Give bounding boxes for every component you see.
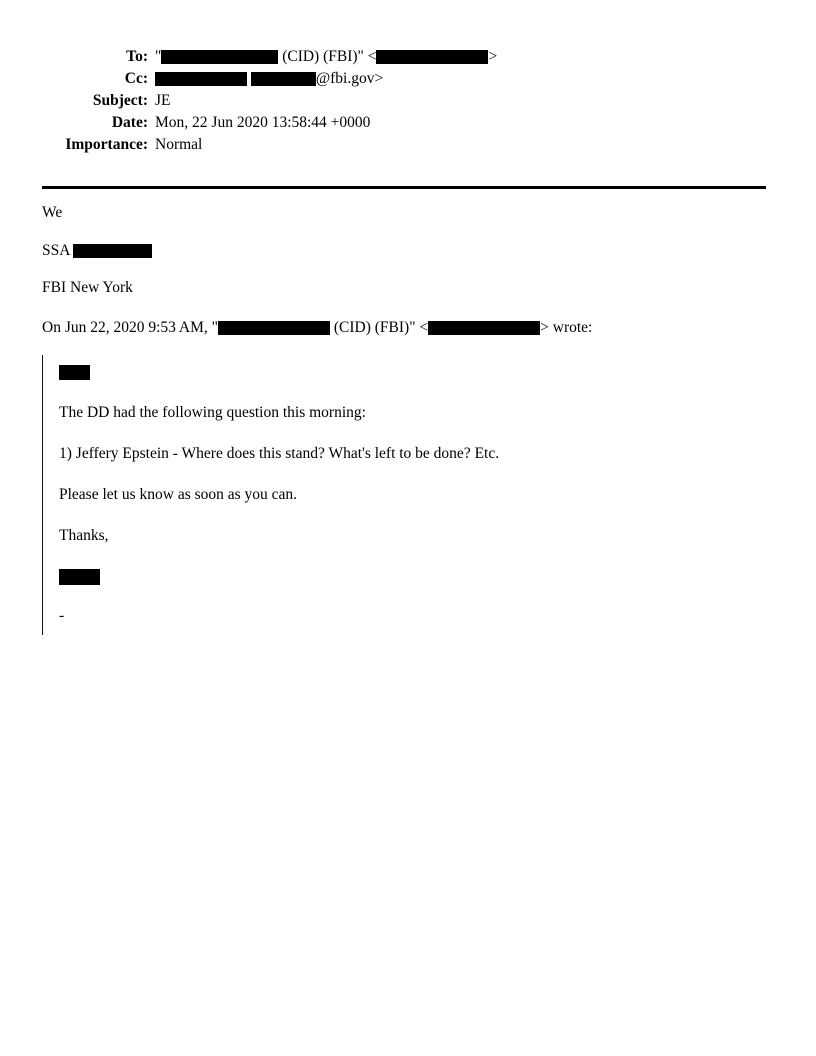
- signature-title: SSA: [42, 242, 70, 259]
- quoted-line-3: Please let us know as soon as you can.: [59, 486, 298, 503]
- redaction-quoted-signature: [59, 569, 100, 585]
- redaction-quoted-greeting: [59, 365, 90, 380]
- redaction-quote-email: [428, 321, 540, 335]
- quoted-line-2: 1) Jeffery Epstein - Where does this stand? What's left to be done? Etc.: [59, 445, 500, 462]
- header-row-subject: [42, 90, 772, 112]
- header-label-date: Date:: [111, 114, 148, 131]
- quoted-message: [42, 355, 772, 635]
- quoted-signature-redaction: [59, 566, 772, 588]
- quoted-redaction-line: [59, 361, 772, 383]
- redaction-cc-name: [155, 72, 247, 86]
- redaction-to-name: [161, 50, 278, 64]
- to-mid-text: (CID) (FBI)" <: [278, 48, 377, 65]
- email-header: [42, 46, 772, 156]
- header-row-to: [42, 46, 772, 68]
- email-body: [42, 202, 772, 635]
- header-value-importance: Normal: [155, 136, 203, 153]
- signature-block: [42, 240, 772, 298]
- to-quote-open: ": [155, 48, 162, 65]
- header-label-subject: Subject:: [92, 92, 148, 109]
- to-close-bracket: >: [488, 48, 498, 65]
- quoted-line-1: The DD had the following question this morning:: [59, 404, 366, 421]
- header-row-date: [42, 112, 772, 134]
- header-label-importance: Importance:: [65, 136, 148, 153]
- quote-tail-text: > wrote:: [540, 319, 593, 336]
- signature-office: FBI New York: [42, 279, 133, 296]
- redaction-to-email: [376, 50, 488, 64]
- header-label-to: To:: [126, 48, 148, 65]
- header-divider: [42, 186, 766, 189]
- cc-domain-text: @fbi.gov>: [315, 70, 384, 87]
- redaction-quote-name: [218, 321, 330, 335]
- signature-title-line: [42, 240, 772, 261]
- quoted-dash: -: [59, 607, 65, 624]
- header-row-cc: [42, 68, 772, 90]
- redaction-cc-email: [251, 72, 316, 86]
- header-value-cc: [155, 68, 772, 90]
- header-value-date: Mon, 22 Jun 2020 13:58:44 +0000: [155, 114, 371, 131]
- quoted-line-4: Thanks,: [59, 527, 109, 544]
- body-greeting: We: [42, 204, 63, 221]
- header-value-subject: JE: [155, 92, 171, 109]
- header-label-cc: Cc:: [124, 70, 148, 87]
- redaction-signature-name: [73, 244, 152, 258]
- quote-attribution: [42, 317, 772, 339]
- quote-mid-text: (CID) (FBI)" <: [329, 319, 429, 336]
- header-row-importance: [42, 134, 772, 156]
- quote-lead-text: On Jun 22, 2020 9:53 AM, ": [42, 319, 218, 336]
- header-value-to: [155, 46, 772, 68]
